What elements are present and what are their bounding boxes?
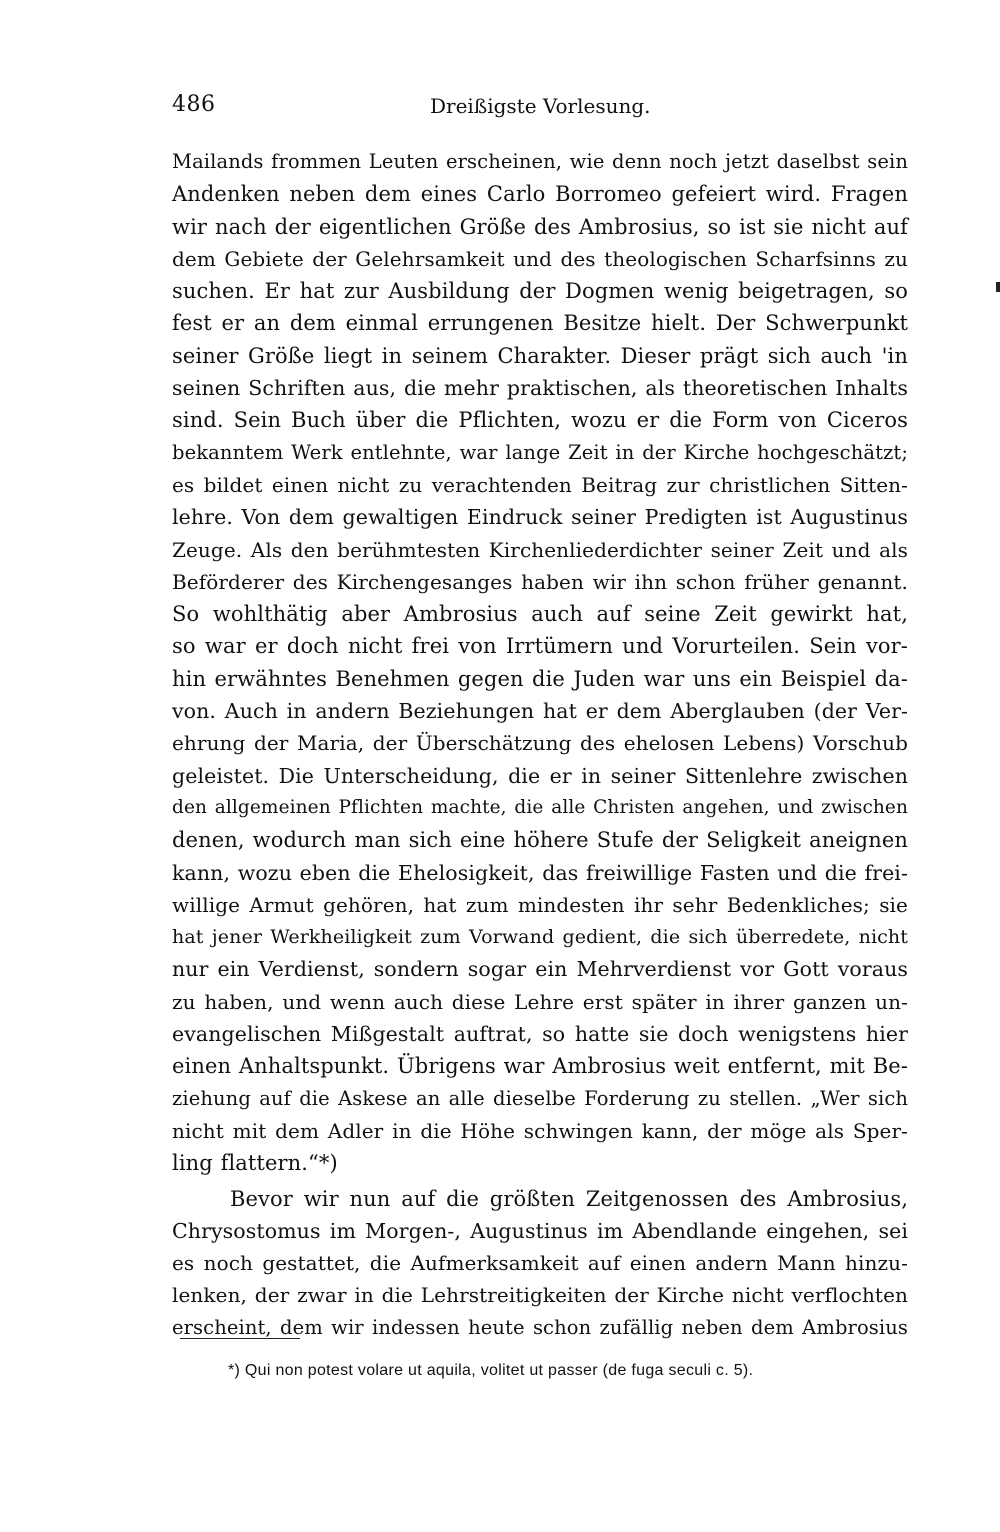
text-line: evangelischen Mißgestalt auftrat, so hatte sie doch wenigstens hier bbox=[172, 1022, 908, 1047]
body-text bbox=[172, 146, 908, 1344]
text-line: geleistet. Die Unterscheidung, die er in seiner Sittenlehre zwischen bbox=[172, 763, 908, 788]
page-header bbox=[172, 92, 912, 128]
text-line: bekanntem Werk entlehnte, war lange Zeit in der Kirche hochgeschätzt; bbox=[172, 440, 908, 464]
text-line: ehrung der Maria, der Überschätzung des ehelosen Lebens) Vorschub bbox=[172, 731, 908, 756]
text-line: erscheint, dem wir indessen heute schon zufällig neben dem Ambrosius bbox=[172, 1315, 908, 1339]
text-line: es bildet einen nicht zu verachtenden Beitrag zur christlichen Sitten- bbox=[172, 472, 908, 497]
text-line: nur ein Verdienst, sondern sogar ein Mehrverdienst vor Gott voraus bbox=[172, 957, 908, 982]
text-line: so war er doch nicht frei von Irrtümern und Vorurteilen. Sein vor- bbox=[172, 634, 908, 659]
text-line: suchen. Er hat zur Ausbildung der Dogmen wenig beigetragen, so bbox=[172, 279, 908, 304]
running-head: Dreißigste Vorlesung. bbox=[430, 94, 651, 118]
text-line: So wohlthätig aber Ambrosius auch auf seine Zeit gewirkt hat, bbox=[172, 602, 908, 627]
text-line: einen Anhaltspunkt. Übrigens war Ambrosius weit entfernt, mit Be- bbox=[172, 1054, 908, 1079]
text-line: Andenken neben dem eines Carlo Borromeo gefeiert wird. Fragen bbox=[172, 182, 908, 207]
margin-ink-mark bbox=[996, 282, 1000, 292]
text-line: Beförderer des Kirchengesanges haben wir ihn schon früher genannt. bbox=[172, 569, 908, 594]
text-line: hin erwähntes Benehmen gegen die Juden war uns ein Beispiel da- bbox=[172, 666, 908, 691]
text-line: Bevor wir nun auf die größten Zeitgenossen des Ambrosius, bbox=[230, 1186, 908, 1211]
text-line: von. Auch in andern Beziehungen hat er dem Aberglauben (der Ver- bbox=[172, 699, 908, 724]
text-line: seiner Größe liegt in seinem Charakter. Dieser prägt sich auch 'in bbox=[172, 343, 908, 368]
text-line: dem Gebiete der Gelehrsamkeit und des theologischen Scharfsinns zu bbox=[172, 246, 908, 271]
text-line: kann, wozu eben die Ehelosigkeit, das freiwillige Fasten und die frei- bbox=[172, 860, 908, 885]
text-line: seinen Schriften aus, die mehr praktischen, als theoretischen Inhalts bbox=[172, 376, 908, 401]
text-line: lenken, der zwar in die Lehrstreitigkeiten der Kirche nicht verflochten bbox=[172, 1283, 908, 1308]
text-line: den allgemeinen Pflichten machte, die alle Christen angehen, und zwischen bbox=[172, 796, 908, 818]
page-number: 486 bbox=[172, 92, 216, 117]
text-line: Chrysostomus im Morgen-, Augustinus im Abendlande eingehen, sei bbox=[172, 1218, 908, 1243]
text-line: Zeuge. Als den berühmtesten Kirchenliederdichter seiner Zeit und als bbox=[172, 537, 908, 562]
text-line: wir nach der eigentlichen Größe des Ambrosius, so ist sie nicht auf bbox=[172, 214, 908, 239]
text-line: hat jener Werkheiligkeit zum Vorwand gedient, die sich überredete, nicht bbox=[172, 926, 908, 949]
text-line: lehre. Von dem gewaltigen Eindruck seiner Predigten ist Augustinus bbox=[172, 505, 908, 530]
footnote: *) Qui non potest volare ut aquila, volitet ut passer (de fuga seculi c. 5). bbox=[228, 1362, 754, 1379]
text-line: fest er an dem einmal errungenen Besitze hielt. Der Schwerpunkt bbox=[172, 311, 908, 336]
text-line: nicht mit dem Adler in die Höhe schwingen kann, der möge als Sper- bbox=[172, 1118, 908, 1143]
text-line: ling flattern.“*) bbox=[172, 1151, 338, 1176]
text-line: ziehung auf die Askese an alle dieselbe Forderung zu stellen. „Wer sich bbox=[172, 1086, 908, 1110]
text-line: willige Armut gehören, hat zum mindesten ihr sehr Bedenkliches; sie bbox=[172, 892, 908, 917]
text-line: denen, wodurch man sich eine höhere Stufe der Seligkeit aneignen bbox=[172, 828, 908, 853]
text-line: sind. Sein Buch über die Pflichten, wozu er die Form von Ciceros bbox=[172, 408, 908, 433]
text-line: zu haben, und wenn auch diese Lehre erst später in ihrer ganzen un- bbox=[172, 989, 908, 1014]
text-line: Mailands frommen Leuten erscheinen, wie denn noch jetzt daselbst sein bbox=[172, 150, 908, 173]
footnote-rule bbox=[180, 1338, 300, 1339]
text-line: es noch gestattet, die Aufmerksamkeit auf einen andern Mann hinzu- bbox=[172, 1251, 908, 1276]
